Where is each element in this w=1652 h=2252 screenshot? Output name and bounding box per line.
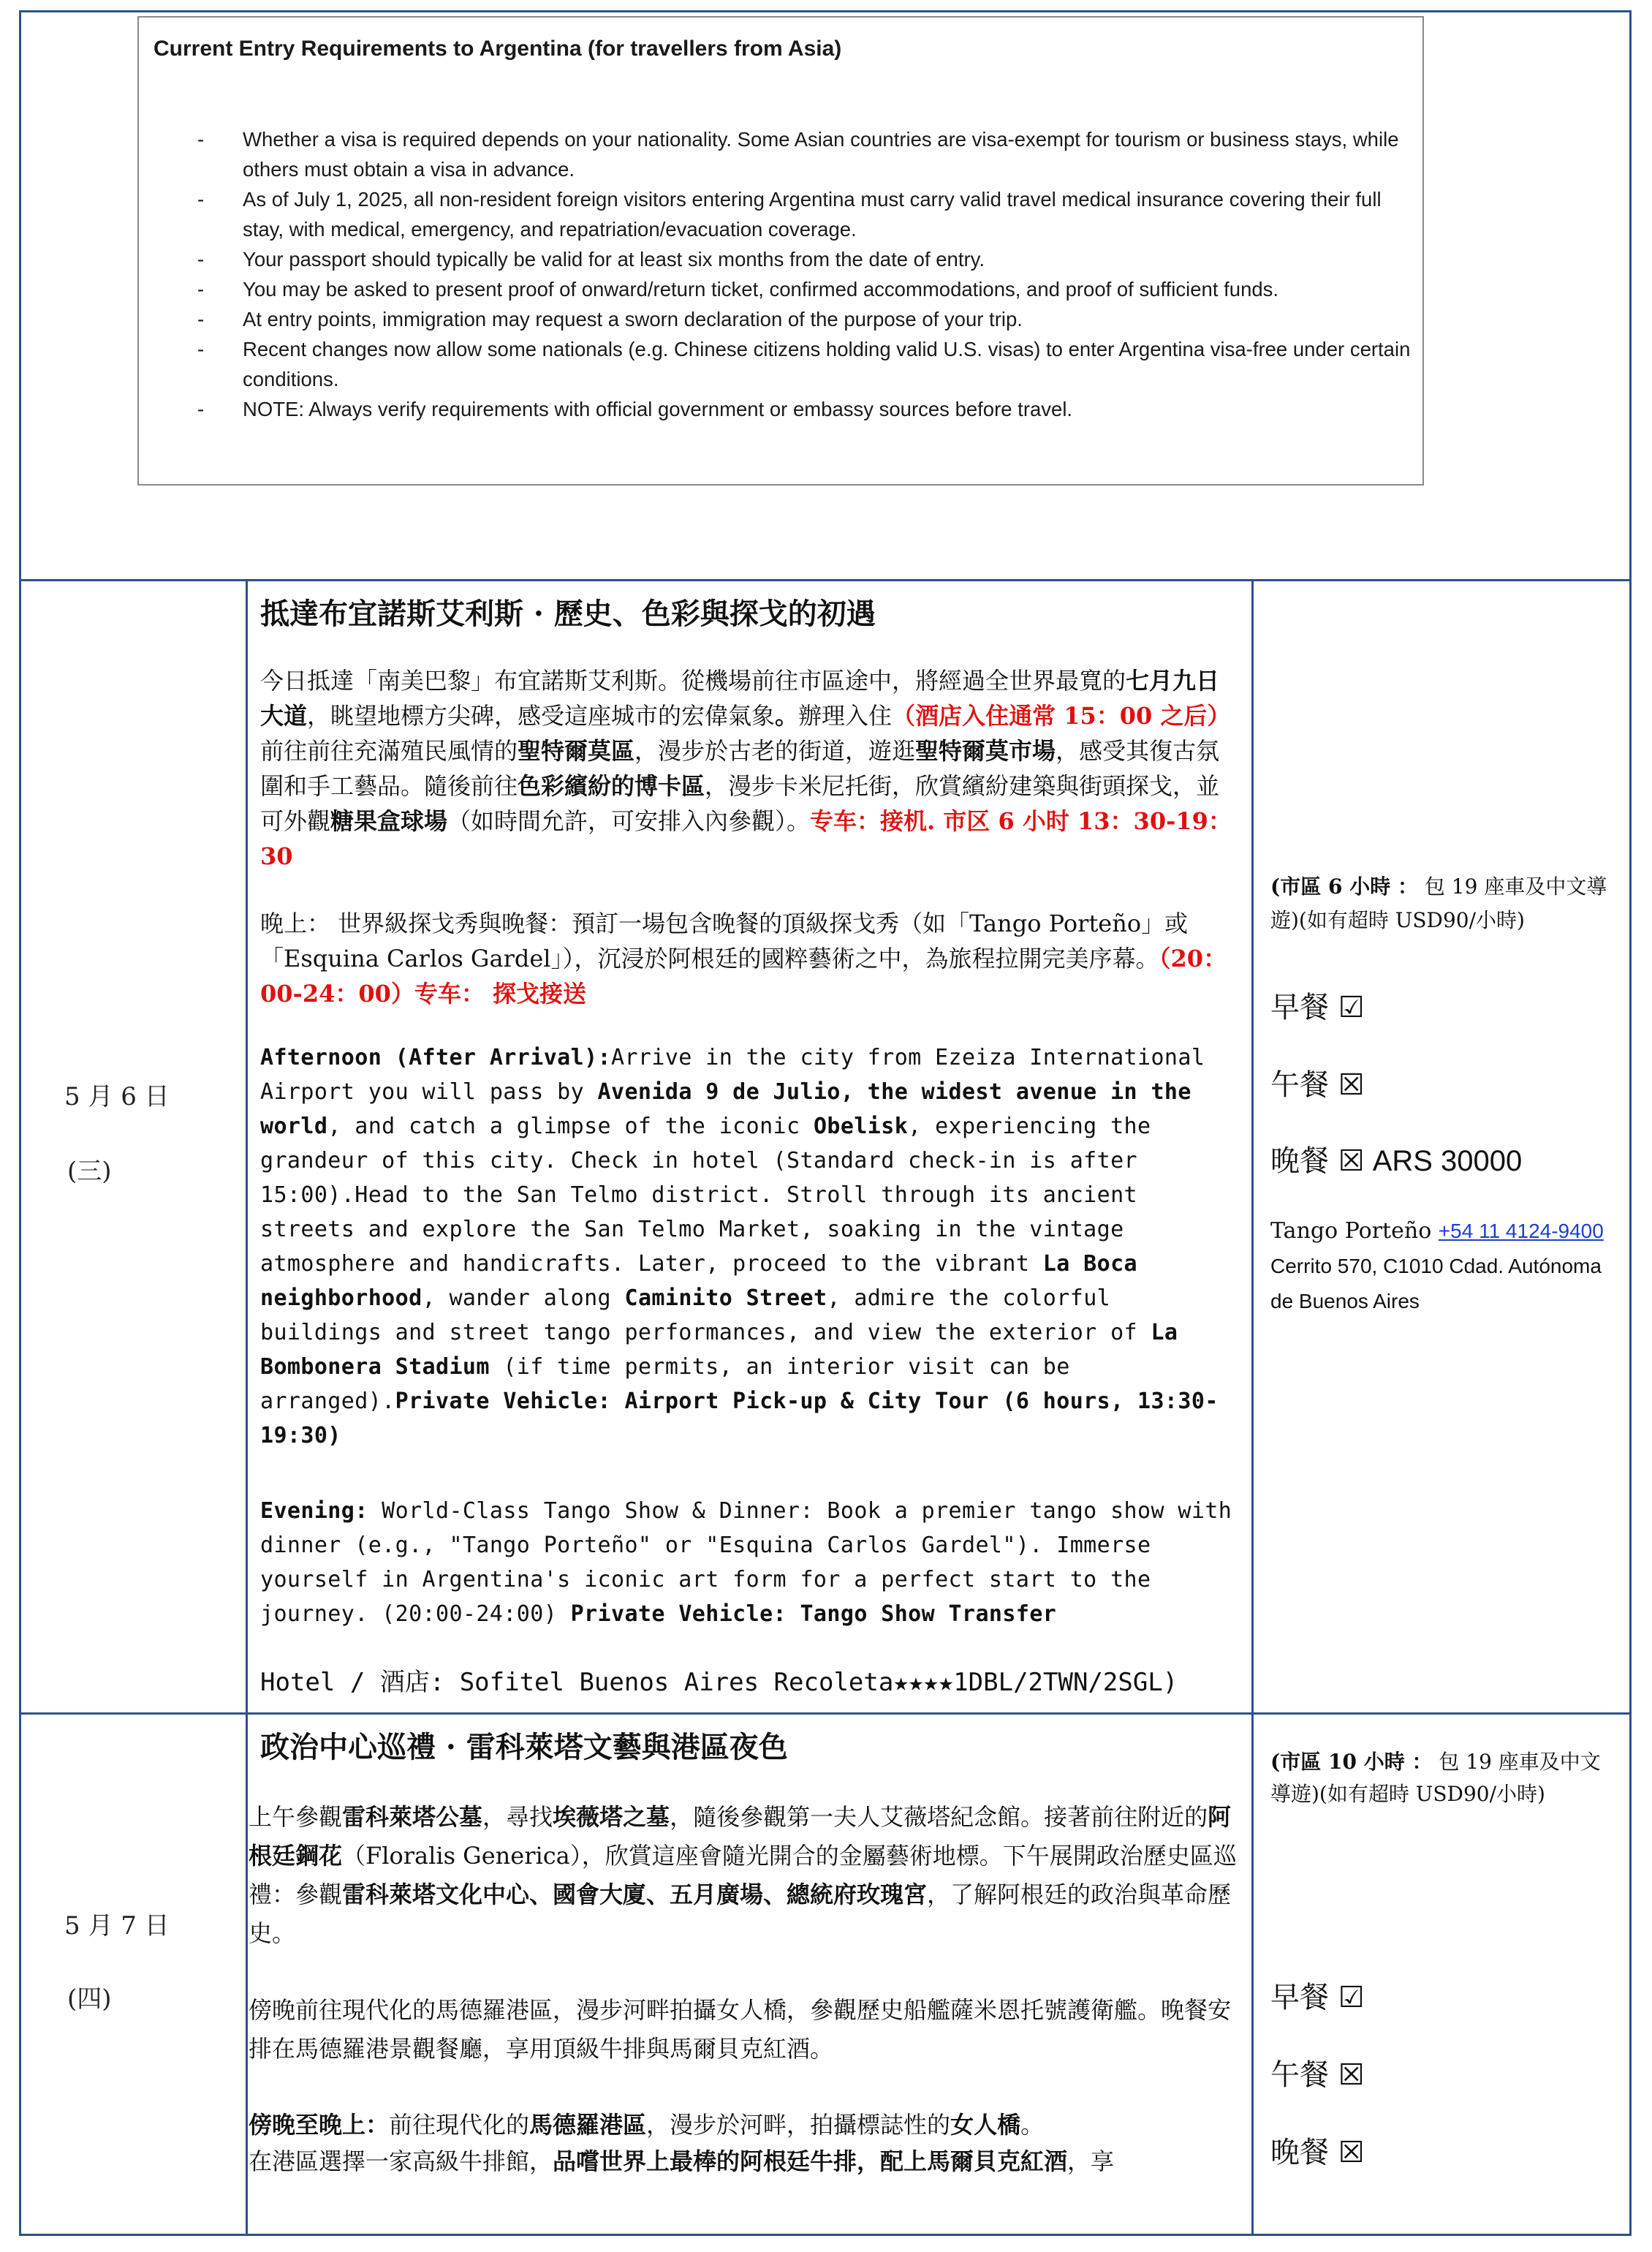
notice-item: - NOTE: Always verify requirements with official government or embassy sources before travel.	[197, 398, 1073, 420]
day2-services	[1270, 1746, 1620, 2199]
notice-item: - At entry points, immigration may request a sworn declaration of the purpose of your trip.	[197, 308, 1023, 330]
day2-lunch: 午餐 ☒	[1270, 2058, 1365, 2092]
day1-hotel: Hotel / 酒店: Sofitel Buenos Aires Recoleta★★★★1DBL/2TWN/2SGL)	[260, 1668, 1178, 1697]
day2-dinner: 晚餐 ☒	[1270, 2136, 1365, 2169]
day1-date: 5 月 6 日	[64, 1082, 170, 1111]
column-divider-right	[1251, 579, 1254, 2236]
notice-item: - As of July 1, 2025, all non-resident foreign visitors entering Argentina must carry valid travel medical insurance covering their full stay, with medical, emergency, and repatriation/evacuation coverage.	[197, 188, 1382, 241]
day2-service-note: (市區 10 小時 ： 包 19 座車及中文導遊)(如有超時 USD90/小時)	[1270, 1750, 1601, 1806]
day1-services	[1270, 870, 1620, 1345]
notice-item: - Recent changes now allow some nationals (e.g. Chinese citizens holding valid U.S. visas) to enter Argentina visa-free under certain conditions.	[197, 338, 1411, 390]
day2-date: 5 月 7 日	[64, 1911, 170, 1941]
day1-en-afternoon: Afternoon (After Arrival):Arrive in the city from Ezeiza International Airport you will pass by Avenida 9 de Julio, the widest avenue in the world, and catch a glimpse of the iconic Obelisk, experiencing the grandeur of this city. Check in hotel (Standard check-in is after 15:00).Head to the San Telmo district. Stroll through its ancient streets and explore the San Telmo Market, soaking in the vintage atmosphere and handicrafts. Later, proceed to the vibrant La Boca neighborhood, wander along Caminito Street, admire the colorful buildings and street tango performances, and view the exterior of La Bombonera Stadium (if time permits, an interior visit can be arranged).Private Vehicle: Airport Pick-up & City Tour (6 hours, 13:30-19:30)	[260, 1045, 1219, 1448]
day2-evening-summary: 傍晚前往現代化的馬德羅港區，漫步河畔拍攝女人橋，參觀歷史船艦薩米恩托號護衛艦。晚餐安排在馬德羅港景觀餐廳，享用頂級牛排與馬爾貝克紅酒。	[249, 1996, 1232, 2063]
venue-address: Cerrito 570, C1010 Cdad. Autónoma de Buenos Aires	[1270, 1255, 1602, 1312]
day2-content	[249, 1724, 1240, 2180]
day1-zh-afternoon: 今日抵達「南美巴黎」布宜諾斯艾利斯。從機場前往市區途中，將經過全世界最寬的七月九日大道，眺望地標方尖碑，感受這座城市的宏偉氣象。辦理入住（酒店入住通常 15：00 之后）前往前往充滿殖民風情的聖特爾莫區，漫步於古老的街道，遊逛聖特爾莫市場，感受其復古氛圍和手工藝品。隨後前往色彩繽紛的博卡區，漫步卡米尼托街，欣賞繽紛建築與街頭探戈，並可外觀糖果盒球場（如時間允許，可安排入內參觀）。专车：接机. 市区 6 小时 13：30-19：30	[260, 667, 1232, 870]
notice-title: Current Entry Requirements to Argentina (for travellers from Asia)	[154, 37, 842, 61]
day1-lunch: 午餐 ☒	[1270, 1068, 1365, 1102]
day2-evening-detail: 傍晚至晚上：前往現代化的馬德羅港區，漫步於河畔，拍攝標誌性的女人橋。 在港區選擇一家高級牛排館，品嚐世界上最棒的阿根廷牛排，配上馬爾貝克紅酒，享	[249, 2111, 1115, 2175]
entry-requirements-notice	[137, 16, 1424, 485]
day1-zh-evening: 晚上： 世界級探戈秀與晚餐：預訂一場包含晚餐的頂級探戈秀（如「Tango Porteño」或「Esquina Carlos Gardel」），沉浸於阿根廷的國粹藝術之中，為旅程拉開完美序幕。（20：00-24：00）专车： 探戈接送	[260, 910, 1227, 1008]
day2-breakfast: 早餐 ☑	[1270, 1981, 1365, 2014]
notice-item: - Whether a visa is required depends on your nationality. Some Asian countries are visa-exempt for tourism or business stays, while others must obtain a visa in advance.	[197, 128, 1399, 181]
day1-service-note: (市區 6 小時 ： 包 19 座車及中文導遊)(如有超時 USD90/小時)	[1270, 874, 1607, 932]
day1-dinner: 晚餐 ☒ ARS 30000	[1270, 1144, 1523, 1178]
day2-weekday: (四)	[67, 1984, 112, 2014]
day2-title: 政治中心巡禮 · 雷科萊塔文藝與港區夜色	[260, 1730, 788, 1764]
day1-title: 抵達布宜諾斯艾利斯 · 歷史、色彩與探戈的初遇	[260, 597, 876, 631]
day1-breakfast: 早餐 ☑	[1270, 991, 1365, 1024]
day2-morning: 上午參觀雷科萊塔公墓，尋找埃薇塔之墓，隨後參觀第一夫人艾薇塔紀念館。接著前往附近的阿根廷鋼花（Floralis Generica），欣賞這座會隨光開合的金屬藝術地標。下午展開政治歷史區巡禮：參觀雷科萊塔文化中心、國會大廈、五月廣場、總統府玫瑰宮，了解阿根廷的政治與革命歷史。	[249, 1803, 1237, 1947]
venue-phone-link[interactable]: +54 11 4124-9400	[1438, 1220, 1604, 1242]
notice-list	[139, 124, 1418, 424]
day1-en-evening: Evening: World-Class Tango Show & Dinner: Book a premier tango show with dinner (e.g., "Tango Porteño" or "Esquina Carlos Gardel"). Immerse yourself in Argentina's iconic art form for a perfect start to the journey. (20:00-24:00) Private Vehicle: Tango Show Transfer	[260, 1498, 1232, 1627]
column-divider-left	[246, 579, 248, 2236]
day1-dinner-venue: Tango Porteño +54 11 4124-9400 Cerrito 570, C1010 Cdad. Autónoma de Buenos Aires	[1270, 1218, 1604, 1312]
row-divider-1	[19, 579, 1632, 581]
notice-item: - You may be asked to present proof of onward/return ticket, confirmed accommodations, and proof of sufficient funds.	[197, 278, 1279, 301]
day1-weekday: (三)	[67, 1157, 112, 1186]
day1-content	[260, 591, 1240, 1700]
notice-item: - Your passport should typically be valid for at least six months from the date of entry.	[197, 248, 985, 271]
row-divider-2	[19, 1712, 1632, 1715]
